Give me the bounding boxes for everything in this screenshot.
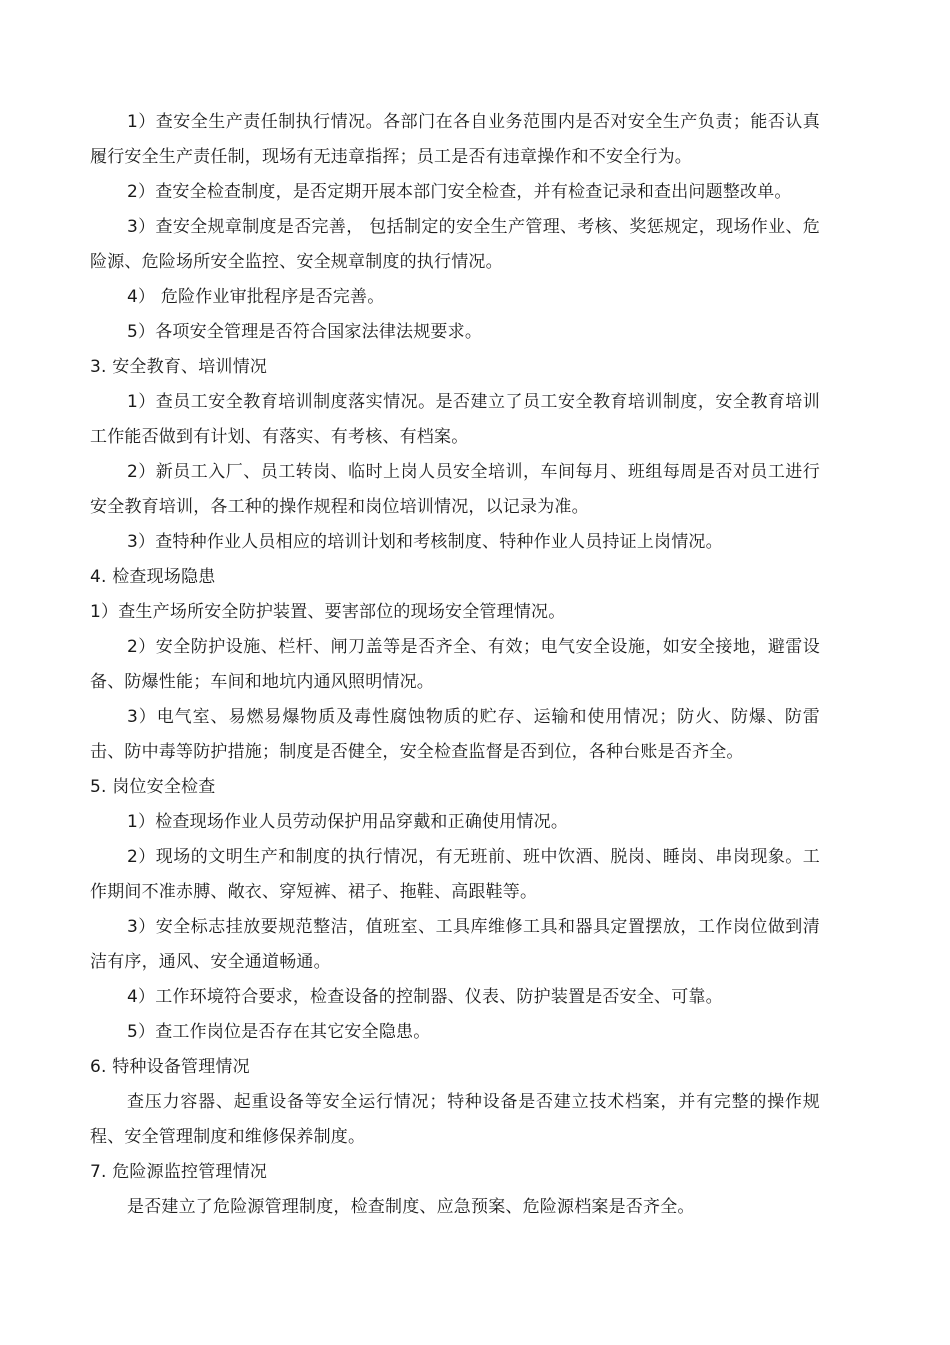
paragraph: 查压力容器、起重设备等安全运行情况；特种设备是否建立技术档案，并有完整的操作规程、安全管理制度和维修保养制度。 — [90, 1092, 820, 1147]
paragraph: 5）各项安全管理是否符合国家法律法规要求。 — [127, 322, 483, 342]
paragraph: 1）查生产场所安全防护装置、要害部位的现场安全管理情况。 — [90, 602, 566, 622]
section-heading: 6. 特种设备管理情况 — [90, 1057, 250, 1077]
section-heading: 5. 岗位安全检查 — [90, 777, 216, 797]
paragraph: 4）工作环境符合要求，检查设备的控制器、仪表、防护装置是否安全、可靠。 — [127, 987, 723, 1007]
paragraph: 2）现场的文明生产和制度的执行情况，有无班前、班中饮酒、脱岗、睡岗、串岗现象。工作期间不准赤膊、敞衣、穿短裤、裙子、拖鞋、高跟鞋等。 — [90, 847, 820, 902]
paragraph: 3）查特种作业人员相应的培训计划和考核制度、特种作业人员持证上岗情况。 — [127, 532, 723, 552]
section-heading: 4. 检查现场隐患 — [90, 567, 216, 587]
paragraph: 5）查工作岗位是否存在其它安全隐患。 — [127, 1022, 431, 1042]
paragraph: 2）安全防护设施、栏杆、闸刀盖等是否齐全、有效；电气安全设施，如安全接地，避雷设备、防爆性能；车间和地坑内通风照明情况。 — [90, 637, 820, 692]
paragraph: 3）查安全规章制度是否完善， 包括制定的安全生产管理、考核、奖惩规定，现场作业、危险源、危险场所安全监控、安全规章制度的执行情况。 — [90, 217, 820, 272]
paragraph: 1）检查现场作业人员劳动保护用品穿戴和正确使用情况。 — [127, 812, 569, 832]
paragraph: 1）查安全生产责任制执行情况。各部门在各自业务范围内是否对安全生产负责；能否认真履行安全生产责任制，现场有无违章指挥；员工是否有违章操作和不安全行为。 — [90, 112, 820, 167]
section-heading: 7. 危险源监控管理情况 — [90, 1162, 268, 1182]
paragraph: 2）查安全检查制度，是否定期开展本部门安全检查，并有检查记录和查出问题整改单。 — [127, 182, 792, 202]
paragraph: 1）查员工安全教育培训制度落实情况。是否建立了员工安全教育培训制度，安全教育培训工作能否做到有计划、有落实、有考核、有档案。 — [90, 392, 820, 447]
paragraph: 3）电气室、易燃易爆物质及毒性腐蚀物质的贮存、运输和使用情况；防火、防爆、防雷击、防中毒等防护措施；制度是否健全，安全检查监督是否到位，各种台账是否齐全。 — [90, 707, 820, 762]
section-heading: 3. 安全教育、培训情况 — [90, 357, 268, 377]
paragraph: 2）新员工入厂、员工转岗、临时上岗人员安全培训，车间每月、班组每周是否对员工进行安全教育培训，各工种的操作规程和岗位培训情况，以记录为准。 — [90, 462, 820, 517]
document-body — [90, 105, 820, 1225]
paragraph: 4） 危险作业审批程序是否完善。 — [127, 287, 385, 307]
paragraph: 是否建立了危险源管理制度，检查制度、应急预案、危险源档案是否齐全。 — [127, 1197, 695, 1217]
paragraph: 3）安全标志挂放要规范整洁，值班室、工具库维修工具和器具定置摆放，工作岗位做到清洁有序，通风、安全通道畅通。 — [90, 917, 820, 972]
